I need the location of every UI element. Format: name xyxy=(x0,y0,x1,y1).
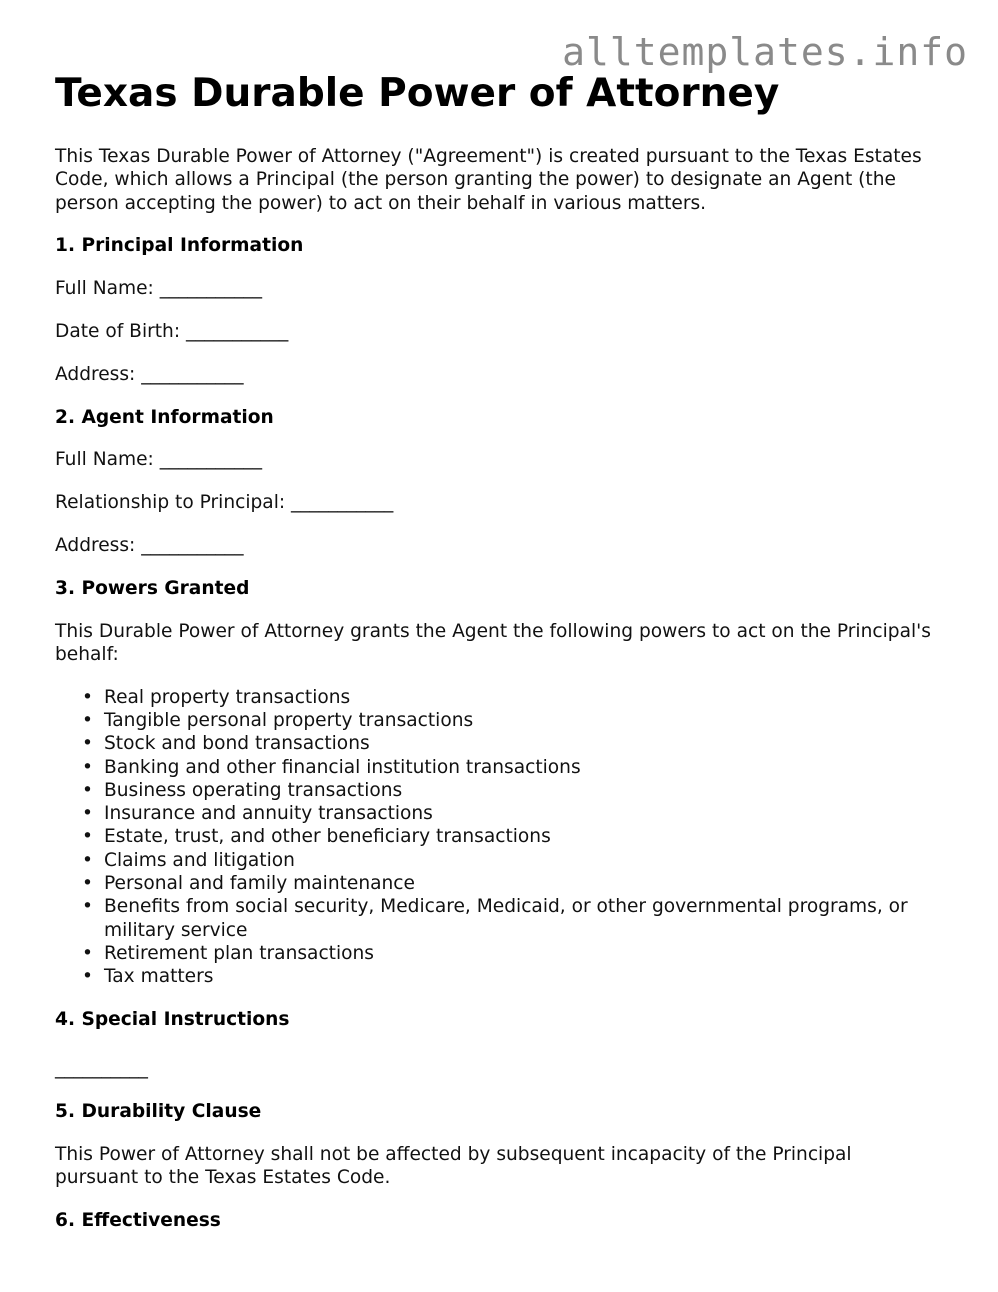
agent-relationship-label: Relationship to Principal: xyxy=(55,492,286,514)
agent-address-field xyxy=(55,534,935,557)
power-item-text: Benefits from social security, Medicare, Medicaid, or other governmental programs, or military service xyxy=(104,896,908,941)
power-item xyxy=(55,779,935,802)
principal-dob-field xyxy=(55,320,935,343)
bullet-icon: • xyxy=(82,873,93,895)
bullet-icon: • xyxy=(82,779,93,801)
bullet-icon: • xyxy=(82,849,93,871)
intro-paragraph: This Texas Durable Power of Attorney ("Agreement") is created pursuant to the Texas Estates Code, which allows a Principal (the person granting the power) to designate an Agent (the person accepting the power) to act on their behalf in various matters. xyxy=(55,146,922,214)
special-instructions-blank: __________ xyxy=(55,1058,148,1080)
powers-intro: This Durable Power of Attorney grants the Agent the following powers to act on the Principal's behalf: xyxy=(55,620,931,665)
principal-address-field xyxy=(55,363,935,386)
bullet-icon: • xyxy=(82,709,93,731)
power-item-text: Stock and bond transactions xyxy=(104,733,370,755)
agent-relationship-field xyxy=(55,491,935,514)
principal-dob-blank: ___________ xyxy=(186,320,289,342)
power-item xyxy=(55,825,935,848)
durability-text: This Power of Attorney shall not be affected by subsequent incapacity of the Principal pursuant to the Texas Estates Code. xyxy=(55,1143,852,1189)
principal-address-label: Address: xyxy=(55,363,136,385)
power-item-text: Business operating transactions xyxy=(104,779,403,801)
effectiveness-heading: 6. Effectiveness xyxy=(55,1210,221,1231)
durability-heading: 5. Durability Clause xyxy=(55,1101,262,1123)
document-title: Texas Durable Power of Attorney xyxy=(55,71,780,116)
power-item xyxy=(55,756,935,779)
agent-address-blank: ___________ xyxy=(141,534,244,556)
agent-relationship-blank: ___________ xyxy=(291,492,394,514)
power-item xyxy=(55,872,935,895)
principal-address-blank: ___________ xyxy=(141,363,244,385)
agent-full-name-label: Full Name: xyxy=(55,449,154,471)
principal-dob-label: Date of Birth: xyxy=(55,320,181,342)
bullet-icon: • xyxy=(82,826,93,848)
document-page xyxy=(55,70,935,1252)
principal-full-name-label: Full Name: xyxy=(55,278,154,300)
power-item-text: Personal and family maintenance xyxy=(104,873,415,895)
power-item xyxy=(55,802,935,825)
bullet-icon: • xyxy=(82,686,93,708)
agent-heading: 2. Agent Information xyxy=(55,406,274,428)
bullet-icon: • xyxy=(82,942,93,964)
power-item-text: Tax matters xyxy=(104,966,214,988)
power-item-text: Real property transactions xyxy=(104,686,351,708)
special-instructions-heading: 4. Special Instructions xyxy=(55,1009,290,1031)
watermark: alltemplates.info xyxy=(562,30,968,74)
power-item xyxy=(55,849,935,872)
power-item-text: Insurance and annuity transactions xyxy=(104,803,433,825)
agent-address-label: Address: xyxy=(55,534,136,556)
principal-full-name-blank: ___________ xyxy=(159,278,263,300)
bullet-icon: • xyxy=(82,733,93,755)
power-item-text: Banking and other financial institution transactions xyxy=(104,756,581,778)
power-item xyxy=(55,965,935,988)
power-item xyxy=(55,942,935,965)
powers-list xyxy=(55,686,935,989)
power-item xyxy=(55,895,935,942)
power-item xyxy=(55,709,935,732)
principal-heading: 1. Principal Information xyxy=(55,235,304,257)
power-item-text: Tangible personal property transactions xyxy=(104,709,474,731)
power-item xyxy=(55,732,935,755)
agent-full-name-blank: ___________ xyxy=(159,449,263,471)
bullet-icon: • xyxy=(82,896,93,918)
power-item xyxy=(55,686,935,709)
bullet-icon: • xyxy=(82,756,93,778)
power-item-text: Estate, trust, and other beneficiary transactions xyxy=(104,826,551,848)
power-item-text: Retirement plan transactions xyxy=(104,942,374,964)
powers-heading: 3. Powers Granted xyxy=(55,577,250,599)
bullet-icon: • xyxy=(82,966,93,988)
bullet-icon: • xyxy=(82,803,93,825)
principal-full-name-field xyxy=(55,277,935,300)
power-item-text: Claims and litigation xyxy=(104,849,295,871)
agent-full-name-field xyxy=(55,448,935,471)
